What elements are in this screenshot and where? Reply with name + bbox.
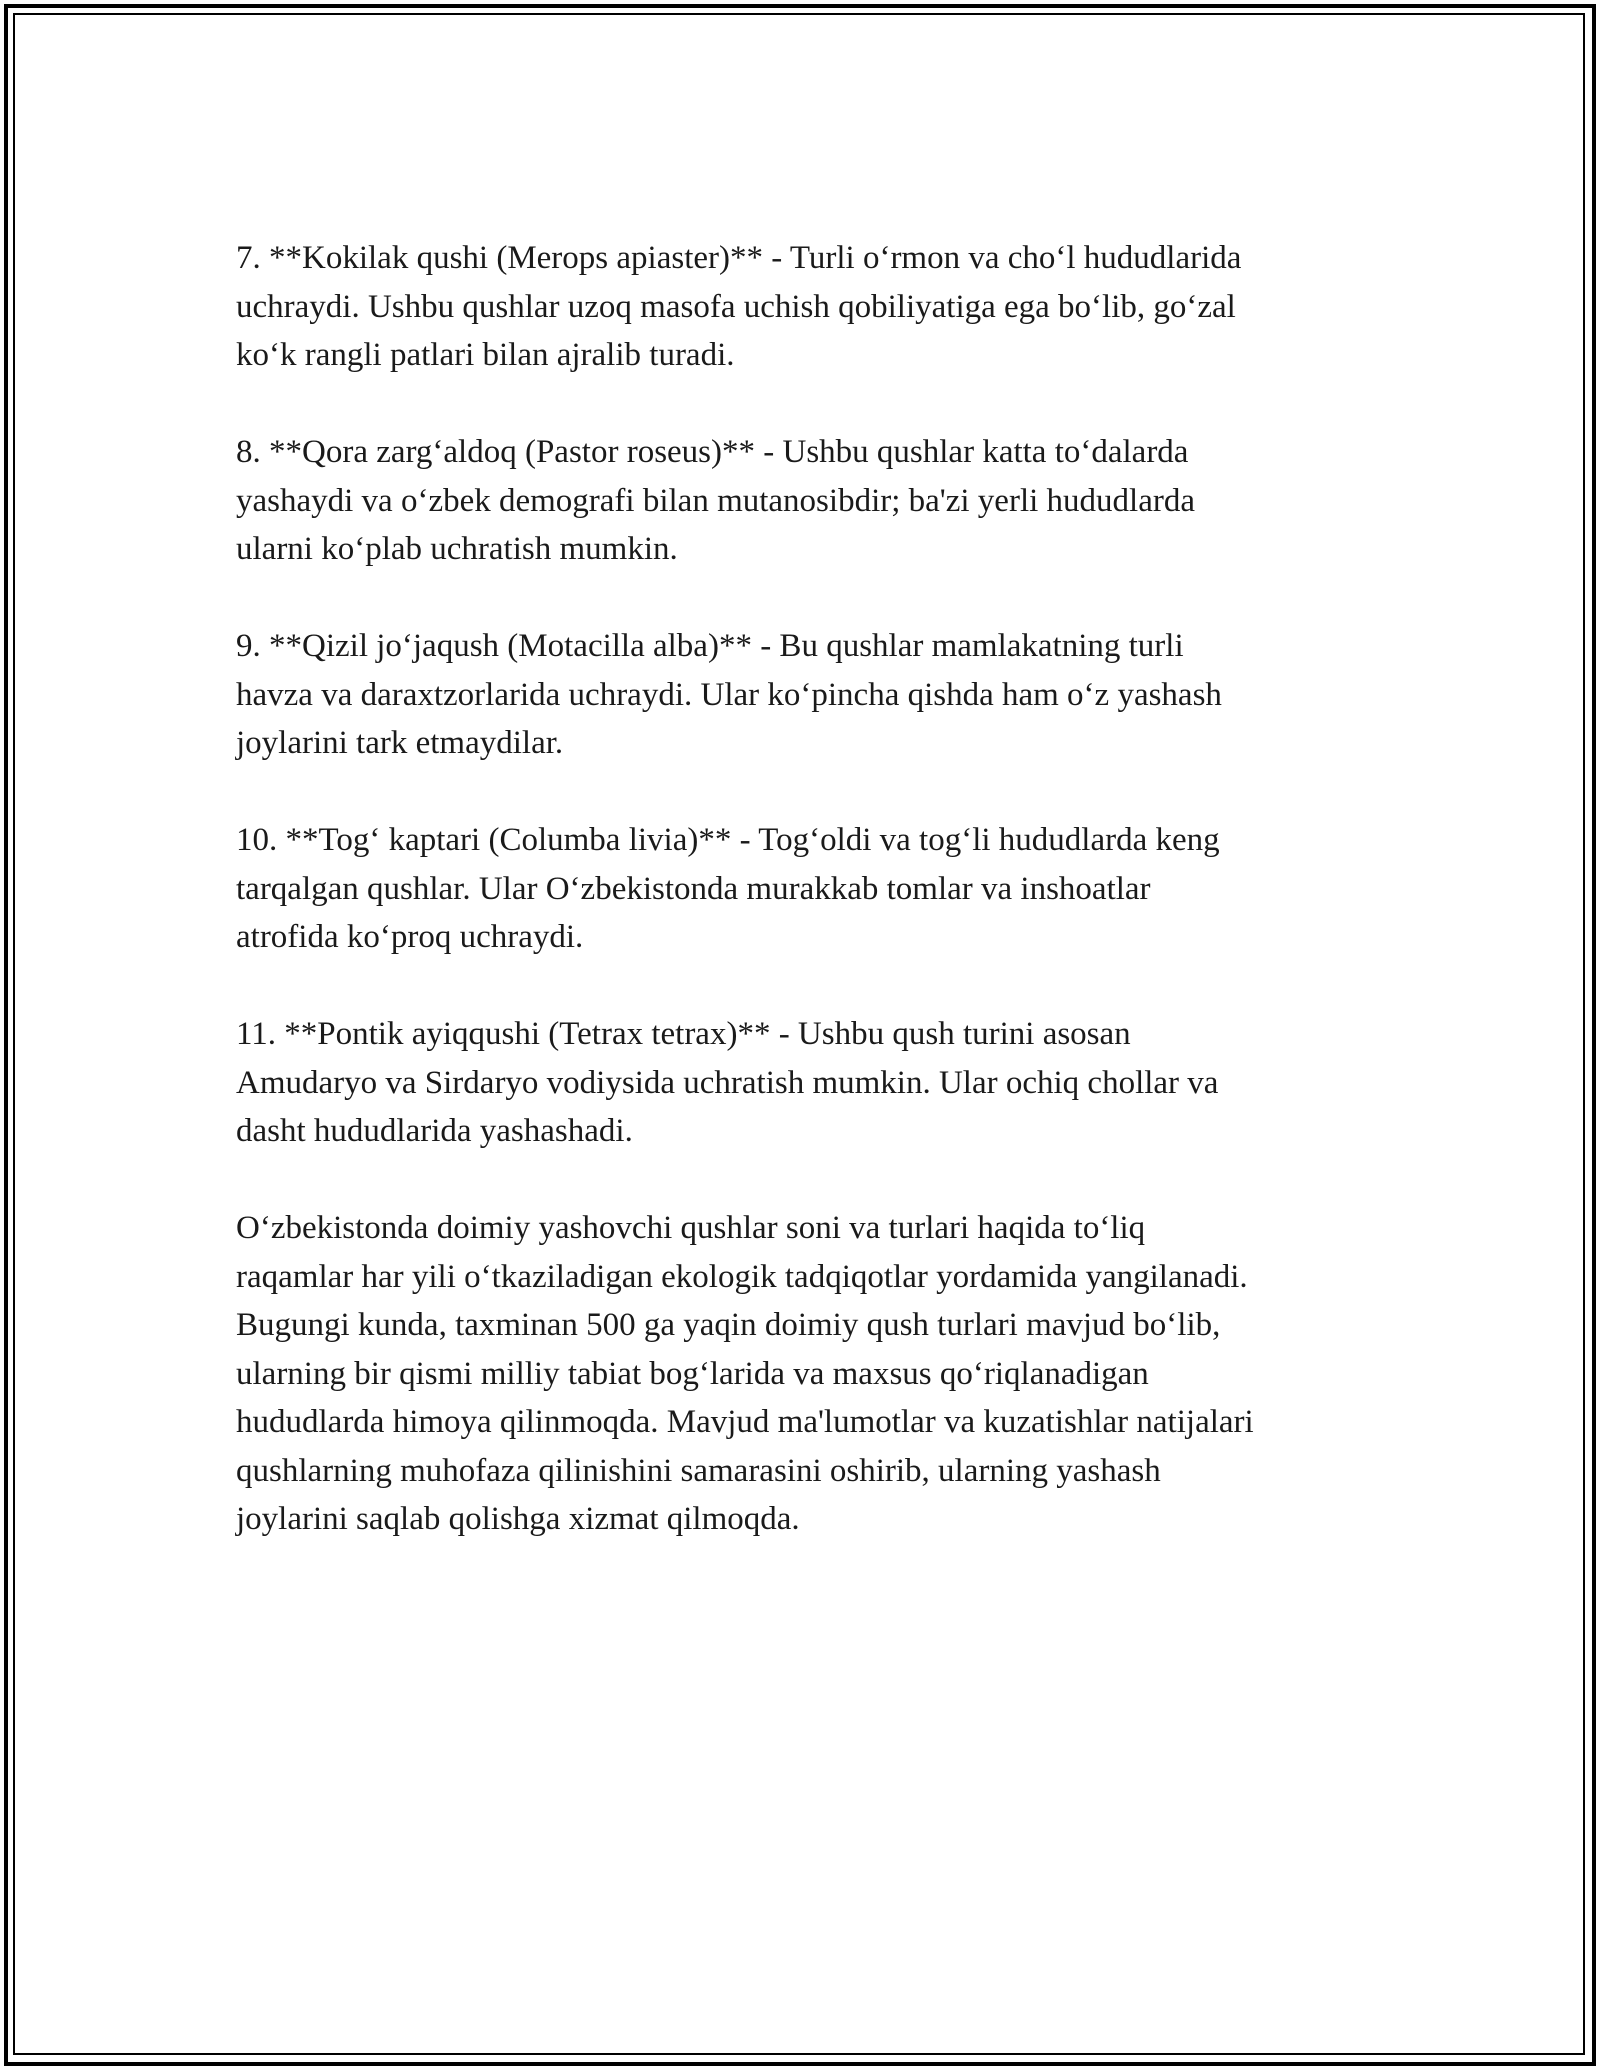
- text-line: hududlarda himoya qilinmoqda. Mavjud ma'lumotlar va kuzatishlar natijalari: [236, 1404, 1254, 1440]
- text-line: raqamlar har yili o‘tkaziladigan ekologik tadqiqotlar yordamida yangilanadi.: [236, 1258, 1248, 1295]
- paragraph-summary: [236, 1204, 1386, 1544]
- text-line: 8. **Qora zarg‘aldoq (Pastor roseus)** - Ushbu qushlar katta to‘dalarda: [236, 434, 1189, 470]
- text-line: tarqalgan qushlar. Ular O‘zbekistonda murakkab tomlar va inshoatlar: [236, 870, 1151, 907]
- paragraph-item-11: [236, 1010, 1386, 1156]
- text-line: joylarini tark etmaydilar.: [236, 725, 564, 761]
- text-line: ularni ko‘plab uchratish mumkin.: [236, 531, 678, 567]
- text-line: 7. **Kokilak qushi (Merops apiaster)** - Turli o‘rmon va cho‘l hududlarida: [236, 240, 1242, 276]
- text-line: Bugungi kunda, taxminan 500 ga yaqin doimiy qush turlari mavjud bo‘lib,: [236, 1307, 1221, 1343]
- paragraph-item-9: [236, 622, 1386, 768]
- text-line: 11. **Pontik ayiqqushi (Tetrax tetrax)** - Ushbu qush turini asosan: [236, 1016, 1131, 1052]
- text-line: dasht hududlarida yashashadi.: [236, 1113, 633, 1149]
- text-line: ularning bir qismi milliy tabiat bog‘larida va maxsus qo‘riqlanadigan: [236, 1355, 1149, 1392]
- text-line: Amudaryo va Sirdaryo vodiysida uchratish mumkin. Ular ochiq chollar va: [236, 1064, 1219, 1101]
- text-line: O‘zbekistonda doimiy yashovchi qushlar soni va turlari haqida to‘liq: [236, 1210, 1146, 1246]
- text-line: havza va daraxtzorlarida uchraydi. Ular ko‘pincha qishda ham o‘z yashash: [236, 676, 1222, 713]
- paragraph-item-10: [236, 816, 1386, 962]
- text-line: 9. **Qizil jo‘jaqush (Motacilla alba)** - Bu qushlar mamlakatning turli: [236, 628, 1184, 664]
- paragraph-item-8: [236, 428, 1386, 574]
- text-line: ko‘k rangli patlari bilan ajralib turadi.: [236, 337, 735, 373]
- text-line: joylarini saqlab qolishga xizmat qilmoqda.: [236, 1501, 800, 1537]
- text-line: atrofida ko‘proq uchraydi.: [236, 919, 584, 955]
- paragraph-item-7: [236, 234, 1386, 380]
- text-line: yashaydi va o‘zbek demografi bilan mutanosibdir; ba'zi yerli hududlarda: [236, 482, 1195, 519]
- document-body: [236, 234, 1386, 1592]
- text-line: 10. **Tog‘ kaptari (Columba livia)** - Tog‘oldi va tog‘li hududlarda keng: [236, 822, 1220, 858]
- text-line: qushlarning muhofaza qilinishini samarasini oshirib, ularning yashash: [236, 1452, 1161, 1489]
- text-line: uchraydi. Ushbu qushlar uzoq masofa uchish qobiliyatiga ega bo‘lib, go‘zal: [236, 288, 1236, 325]
